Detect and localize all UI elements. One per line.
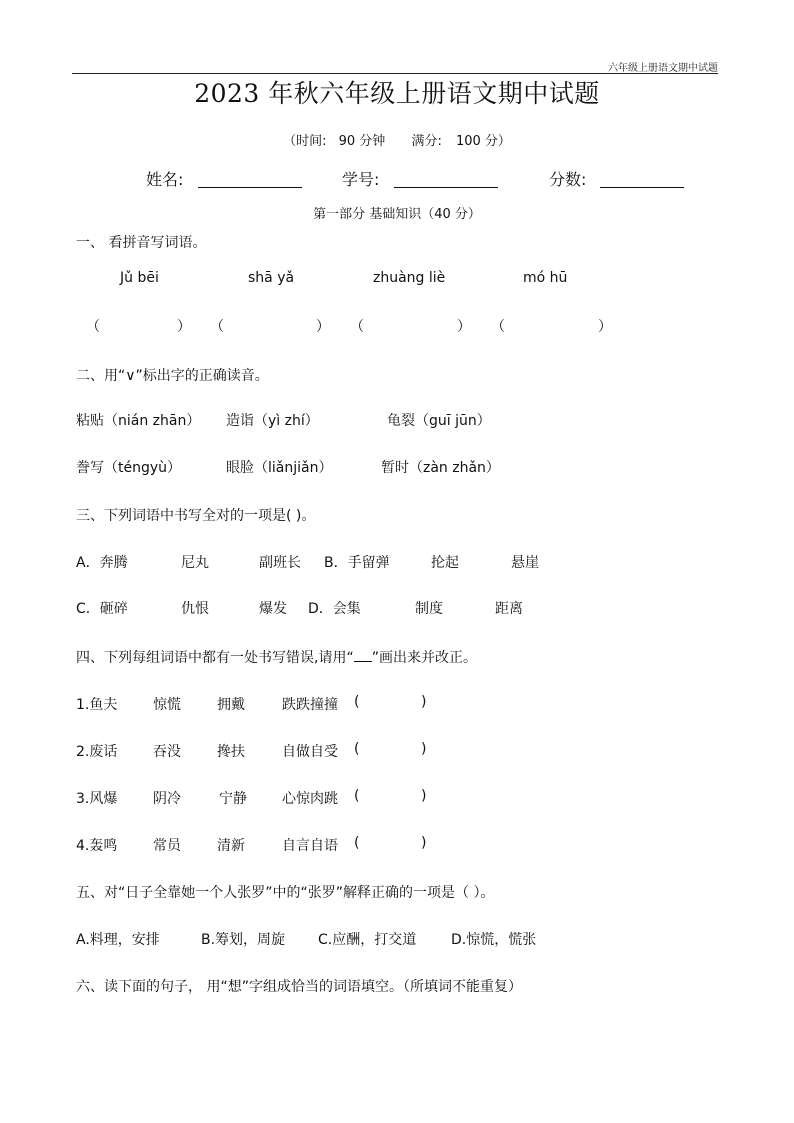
q3-option-c-word-3: 爆发 [259,601,287,617]
q4-row3-word-1: 3.风爆 [76,791,118,807]
q1-paren-open-3: （ [350,319,364,335]
q3-option-b-word-2: 抡起 [431,555,459,571]
q5-option-d: D.惊慌，慌张 [451,932,537,948]
underline-symbol [354,649,372,662]
q3-option-b-word-3: 悬崖 [511,555,539,571]
q4-row2-word-4: 自做自受 [282,744,338,760]
q4-row2-word-1: 2.废话 [76,744,118,760]
name-label: 姓名: [146,170,184,189]
q1-paren-open-2: （ [210,319,224,335]
time-value: 90 分钟 [338,134,386,149]
q1-paren-close-2: ） [316,319,330,335]
q2-item-4: 誊写（téngyù） [76,460,182,476]
q1-title: 一、 看拼音写词语。 [76,235,207,251]
q4-row3-word-3: 宁静 [219,791,247,807]
q4-title [76,647,477,667]
time-label: （时间: [283,134,327,149]
q4-row3-paren-open: ( [354,788,360,804]
q2-item-3: 龟裂（guī jūn） [387,413,491,429]
q1-paren-close-3: ） [457,319,471,335]
q3-option-a-word-1: A．奔腾 [76,555,128,571]
q5-option-c: C.应酬，打交道 [318,932,417,948]
q2-item-2: 造诣（yì zhí） [226,413,319,429]
q5-option-a: A.料理，安排 [76,932,160,948]
q4-row2-word-2: 吞没 [153,744,181,760]
score-field-label: 分数: [549,170,587,189]
q3-option-d-word-3: 距离 [495,601,523,617]
student-id-blank[interactable] [394,187,498,188]
q4-row1-word-1: 1.鱼夫 [76,697,118,713]
q4-row4-word-2: 常员 [153,838,181,854]
q2-item-1: 粘贴（nián zhān） [76,413,201,429]
score-value: 100 分） [455,134,511,149]
q4-row1-paren-open: ( [354,694,360,710]
name-blank[interactable] [198,187,302,188]
score-label: 满分: [411,134,442,149]
q5-title: 五、对“日子全靠她一个人张罗”中的“张罗”解释正确的一项是（ ）。 [76,885,495,901]
q4-row2-paren-open: ( [354,741,360,757]
q2-title: 二、用“∨”标出字的正确读音。 [76,368,269,384]
q4-title-pre: 四、下列每组词语中都有一处书写错误,请用“ [76,650,354,666]
q1-paren-open-1: （ [86,319,100,335]
q3-option-a-word-2: 尼丸 [181,555,209,571]
q3-option-d-word-1: D．会集 [308,601,361,617]
q3-option-b-word-1: B．手留弹 [324,555,390,571]
pinyin-2: shā yǎ [248,270,295,286]
q1-paren-close-4: ） [598,319,612,335]
q3-option-d-word-2: 制度 [415,601,443,617]
q4-row2-paren-close: ) [421,741,427,757]
q4-row1-word-2: 惊慌 [153,697,181,713]
q4-row4-word-3: 清新 [217,838,245,854]
q1-paren-close-1: ） [177,319,191,335]
pinyin-1: Jǔ bēi [120,270,159,286]
q6-title: 六、读下面的句子， 用“想”字组成恰当的词语填空。（所填词不能重复） [76,979,522,995]
q3-option-c-word-2: 仇恨 [181,601,209,617]
student-id-label: 学号: [342,170,380,189]
q2-item-6: 暂时（zàn zhǎn） [381,460,500,476]
q4-row1-paren-close: ) [421,694,427,710]
q3-option-a-word-3: 副班长 [259,555,301,571]
q5-option-b: B.筹划，周旋 [201,932,286,948]
q4-row3-word-2: 阴冷 [153,791,181,807]
q4-row1-word-3: 拥戴 [217,697,245,713]
q4-row1-word-4: 跌跌撞撞 [282,697,338,713]
q4-row3-paren-close: ) [421,788,427,804]
exam-title: 2023 年秋六年级上册语文期中试题 [194,79,600,108]
exam-subtitle [0,130,794,149]
pinyin-3: zhuàng liè [373,270,446,286]
q4-row4-word-4: 自言自语 [282,838,338,854]
q4-row3-word-4: 心惊肉跳 [282,791,338,807]
page-header-text: 六年级上册语文期中试题 [608,63,718,74]
q4-row4-word-1: 4.轰鸣 [76,838,118,854]
q4-row4-paren-open: ( [354,835,360,851]
pinyin-4: mó hū [523,270,568,286]
score-blank[interactable] [600,187,684,188]
q3-option-c-word-1: C．砸碎 [76,601,128,617]
q2-item-5: 眼脸（liǎnjiǎn） [226,460,333,476]
q4-row4-paren-close: ) [421,835,427,851]
q4-row2-word-3: 搀扶 [217,744,245,760]
q3-title: 三、下列词语中书写全对的一项是( )。 [76,508,316,524]
q4-title-post: ”画出来并改正。 [371,650,477,666]
q1-paren-open-4: （ [491,319,505,335]
section-title: 第一部分 基础知识（40 分） [313,207,481,222]
